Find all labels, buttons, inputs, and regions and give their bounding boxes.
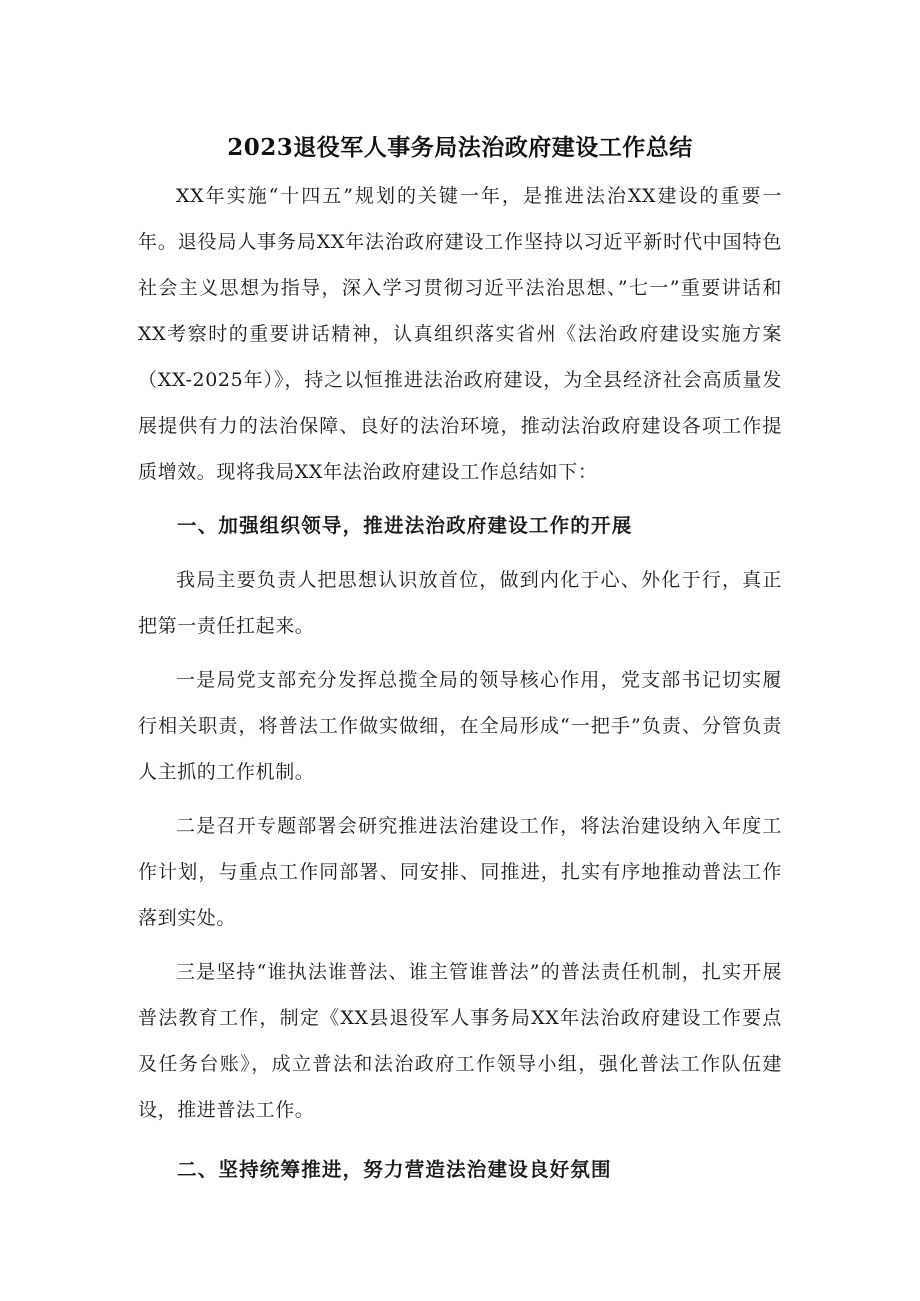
paragraph-point-two: 二是召开专题部署会研究推进法治建设工作，将法治建设纳入年度工作计划，与重点工作同部署、同安排、同推进，扎实有序地推动普法工作落到实处。	[138, 815, 782, 929]
document-title: 2023退役军人事务局法治政府建设工作总结	[227, 134, 693, 161]
paragraph-point-one: 一是局党支部充分发挥总揽全局的领导核心作用，党支部书记切实履行相关职责，将普法工作做实做细，在全局形成“一把手”负责、分管负责人主抓的工作机制。	[138, 669, 782, 783]
intro-paragraph: XX年实施“十四五”规划的关键一年，是推进法治XX建设的重要一年。退役局人事务局XX年法治政府建设工作坚持以习近平新时代中国特色社会主义思想为指导，深入学习贯彻习近平法治思想、”七一”重要讲话和XX考察时的重要讲话精神，认真组织落实省州《法治政府建设实施方案（XX-2025年）》，持之以恒推进法治政府建设，为全县经济社会高质量发展提供有力的法治保障、良好的法治环境，推动法治政府建设各项工作提质增效。现将我局XX年法治政府建设工作总结如下：	[138, 185, 782, 483]
section-heading-2: 二、坚持统筹推进，努力营造法治建设良好氛围	[177, 1158, 612, 1181]
paragraph-responsibility: 我局主要负责人把思想认识放首位，做到内化于心、外化于行，真正把第一责任扛起来。	[138, 569, 782, 637]
section-heading-1: 一、加强组织领导，推进法治政府建设工作的开展	[177, 514, 633, 537]
paragraph-point-three: 三是坚持“谁执法谁普法、谁主管谁普法”的普法责任机制，扎实开展普法教育工作，制定《XX县退役军人事务局XX年法治政府建设工作要点及任务台账》，成立普法和法治政府工作领导小组，强化普法工作队伍建设，推进普法工作。	[138, 961, 782, 1121]
